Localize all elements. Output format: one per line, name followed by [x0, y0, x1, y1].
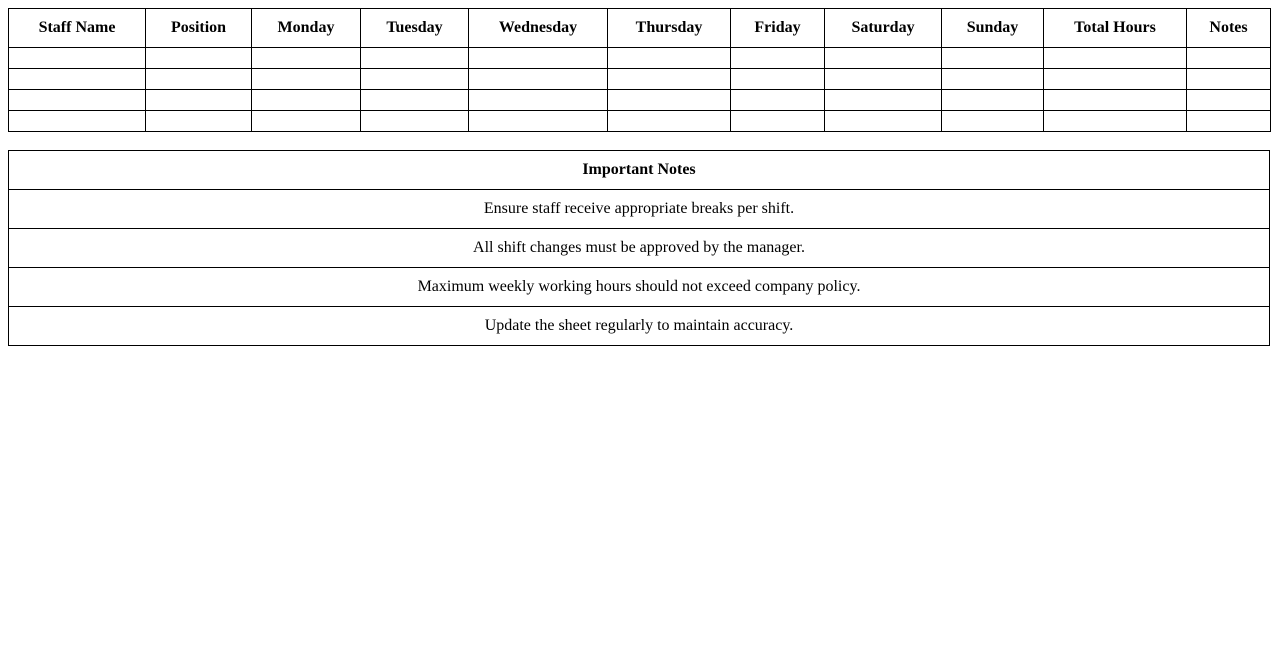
table-cell[interactable]: [1044, 69, 1187, 90]
table-cell[interactable]: [608, 48, 731, 69]
note-row: [9, 229, 1270, 268]
note-row: [9, 190, 1270, 229]
table-cell[interactable]: [1044, 111, 1187, 132]
table-cell[interactable]: [469, 111, 608, 132]
table-cell[interactable]: [1044, 48, 1187, 69]
table-cell[interactable]: [252, 90, 361, 111]
table-cell[interactable]: [252, 48, 361, 69]
table-cell[interactable]: [825, 69, 942, 90]
header-saturday: Saturday: [825, 9, 942, 48]
header-monday: Monday: [252, 9, 361, 48]
table-cell[interactable]: [731, 48, 825, 69]
note-item: Maximum weekly working hours should not exceed company policy.: [9, 268, 1270, 307]
table-cell[interactable]: [252, 69, 361, 90]
header-friday: Friday: [731, 9, 825, 48]
table-cell[interactable]: [361, 111, 469, 132]
header-thursday: Thursday: [608, 9, 731, 48]
note-row: [9, 307, 1270, 346]
table-row: [9, 69, 1271, 90]
header-tuesday: Tuesday: [361, 9, 469, 48]
note-item: Ensure staff receive appropriate breaks per shift.: [9, 190, 1270, 229]
table-cell[interactable]: [1187, 90, 1271, 111]
table-cell[interactable]: [608, 90, 731, 111]
schedule-header-row: [9, 9, 1271, 48]
table-cell[interactable]: [146, 69, 252, 90]
table-cell[interactable]: [146, 90, 252, 111]
table-cell[interactable]: [9, 90, 146, 111]
table-cell[interactable]: [469, 90, 608, 111]
note-row: [9, 268, 1270, 307]
table-cell[interactable]: [731, 69, 825, 90]
table-cell[interactable]: [252, 111, 361, 132]
table-cell[interactable]: [731, 111, 825, 132]
table-row: [9, 111, 1271, 132]
table-cell[interactable]: [608, 111, 731, 132]
table-cell[interactable]: [1187, 69, 1271, 90]
header-staff-name: Staff Name: [9, 9, 146, 48]
table-cell[interactable]: [1044, 90, 1187, 111]
header-notes: Notes: [1187, 9, 1271, 48]
header-sunday: Sunday: [942, 9, 1044, 48]
table-cell[interactable]: [146, 48, 252, 69]
table-cell[interactable]: [608, 69, 731, 90]
header-total-hours: Total Hours: [1044, 9, 1187, 48]
table-row: [9, 90, 1271, 111]
table-cell[interactable]: [825, 111, 942, 132]
table-cell[interactable]: [942, 111, 1044, 132]
table-cell[interactable]: [469, 48, 608, 69]
table-cell[interactable]: [825, 48, 942, 69]
important-notes-table: [8, 150, 1270, 346]
table-cell[interactable]: [942, 48, 1044, 69]
table-cell[interactable]: [146, 111, 252, 132]
table-row: [9, 48, 1271, 69]
staff-schedule-table: [8, 8, 1271, 132]
notes-header-row: [9, 151, 1270, 190]
table-cell[interactable]: [1187, 48, 1271, 69]
notes-title: Important Notes: [9, 151, 1270, 190]
header-position: Position: [146, 9, 252, 48]
table-cell[interactable]: [942, 69, 1044, 90]
table-cell[interactable]: [361, 90, 469, 111]
table-cell[interactable]: [9, 48, 146, 69]
table-cell[interactable]: [731, 90, 825, 111]
table-cell[interactable]: [1187, 111, 1271, 132]
table-cell[interactable]: [942, 90, 1044, 111]
table-cell[interactable]: [469, 69, 608, 90]
table-cell[interactable]: [9, 69, 146, 90]
table-cell[interactable]: [361, 48, 469, 69]
table-cell[interactable]: [361, 69, 469, 90]
note-item: All shift changes must be approved by the manager.: [9, 229, 1270, 268]
header-wednesday: Wednesday: [469, 9, 608, 48]
note-item: Update the sheet regularly to maintain accuracy.: [9, 307, 1270, 346]
table-cell[interactable]: [9, 111, 146, 132]
table-cell[interactable]: [825, 90, 942, 111]
